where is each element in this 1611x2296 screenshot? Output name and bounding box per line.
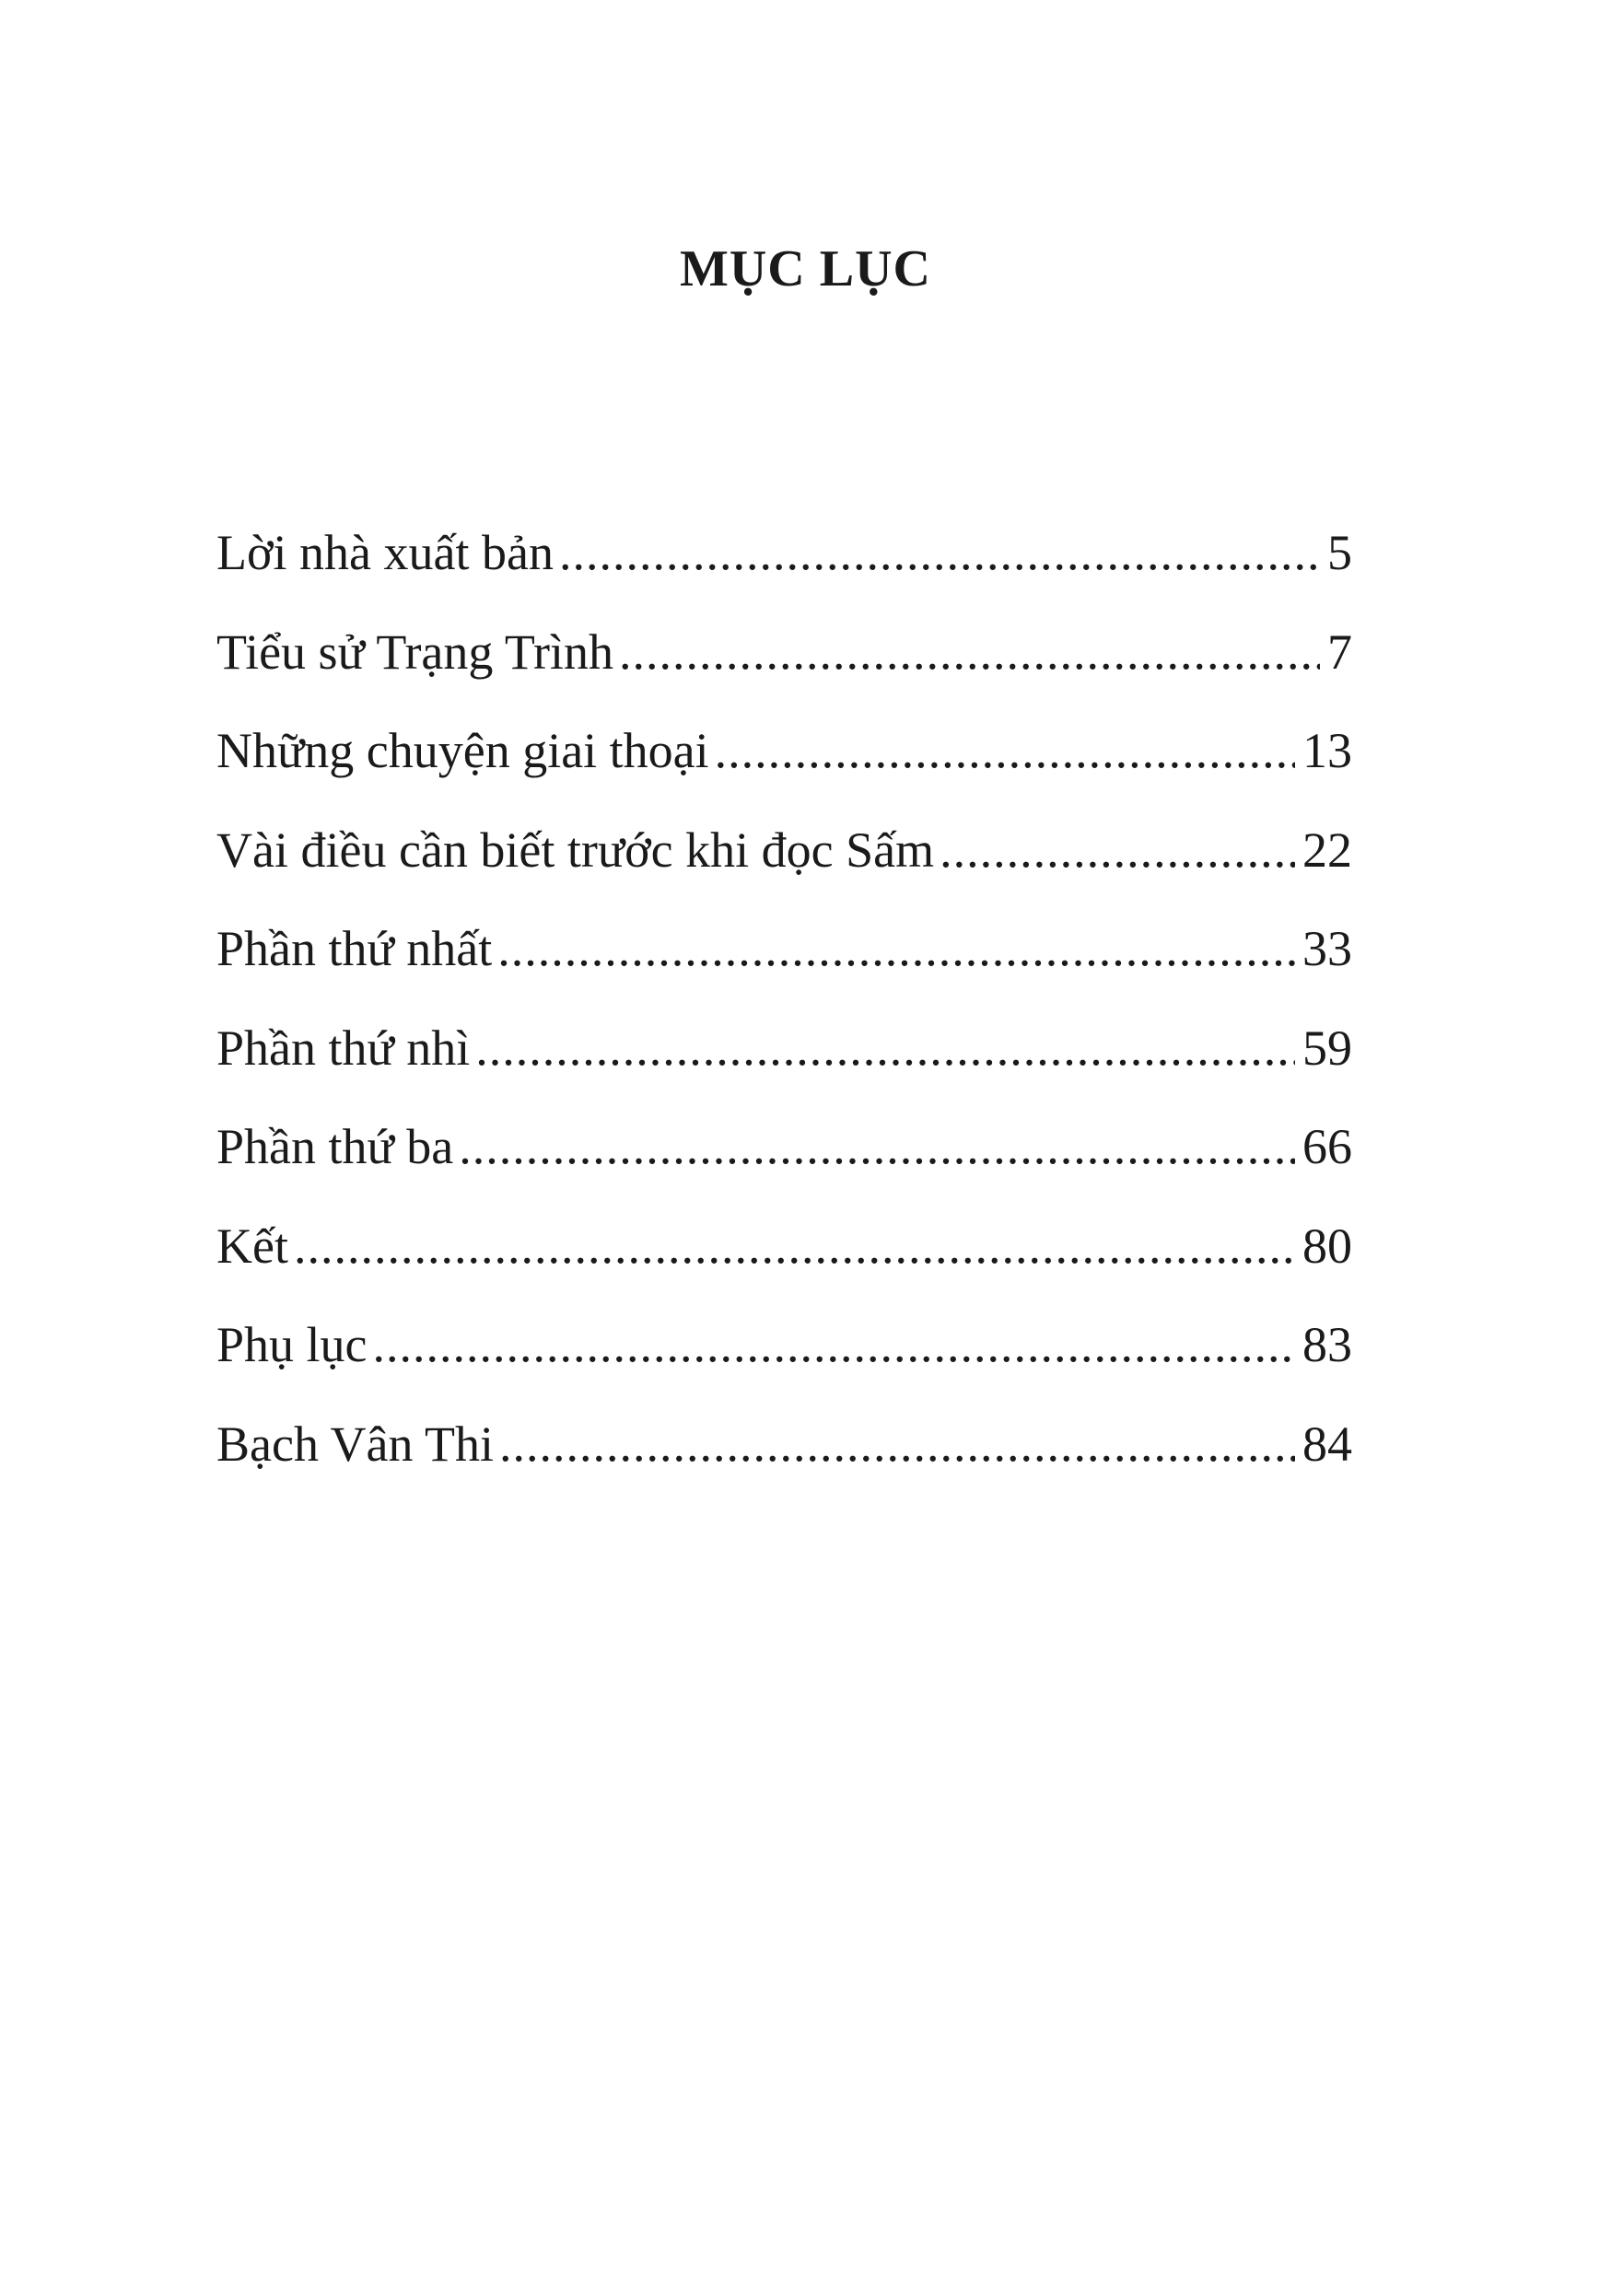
toc-entry-label: Những chuyện giai thoại	[216, 723, 709, 778]
toc-entry-page: 83	[1302, 1317, 1352, 1372]
dot-leader	[294, 1212, 1295, 1280]
toc-entry-page: 59	[1302, 1020, 1352, 1076]
dot-leader	[373, 1311, 1295, 1379]
toc-entry-page: 84	[1302, 1416, 1352, 1472]
toc-entry-label: Vài điều cần biết trước khi đọc Sấm	[216, 822, 935, 878]
toc-entry	[216, 1410, 1352, 1509]
toc-entry-page: 33	[1302, 921, 1352, 976]
toc-entry	[216, 816, 1352, 915]
toc-entry-page: 13	[1302, 723, 1352, 778]
toc-entry	[216, 1311, 1352, 1410]
dot-leader	[475, 1014, 1295, 1082]
toc-entry-label: Phụ lục	[216, 1317, 368, 1372]
toc-entry-page: 5	[1327, 525, 1352, 580]
toc-entry	[216, 519, 1352, 618]
dot-leader	[559, 519, 1320, 587]
dot-leader	[499, 1410, 1295, 1478]
dot-leader	[459, 1113, 1295, 1181]
toc-entry-label: Tiểu sử Trạng Trình	[216, 624, 613, 680]
toc-entry	[216, 618, 1352, 717]
toc-entry-label: Phần thứ ba	[216, 1119, 454, 1174]
page-title: MỤC LỤC	[680, 240, 931, 297]
toc-entry	[216, 1212, 1352, 1311]
toc-entry-page: 7	[1327, 624, 1352, 680]
toc-entry	[216, 717, 1352, 816]
toc-entry	[216, 1014, 1352, 1113]
toc-entry-label: Bạch Vân Thi	[216, 1416, 494, 1472]
dot-leader	[940, 816, 1295, 884]
dot-leader	[497, 915, 1295, 983]
toc-entry-label: Phần thứ nhất	[216, 921, 493, 976]
dot-leader	[619, 618, 1320, 686]
toc-entry-page: 22	[1302, 822, 1352, 878]
toc-entry-page: 66	[1302, 1119, 1352, 1174]
table-of-contents	[216, 519, 1352, 1509]
toc-entry-label: Phần thứ nhì	[216, 1020, 471, 1076]
toc-entry-label: Kết	[216, 1218, 288, 1274]
toc-entry-label: Lời nhà xuất bản	[216, 525, 554, 580]
toc-entry-page: 80	[1302, 1218, 1352, 1274]
dot-leader	[715, 717, 1295, 785]
toc-entry	[216, 1113, 1352, 1212]
toc-entry	[216, 915, 1352, 1014]
